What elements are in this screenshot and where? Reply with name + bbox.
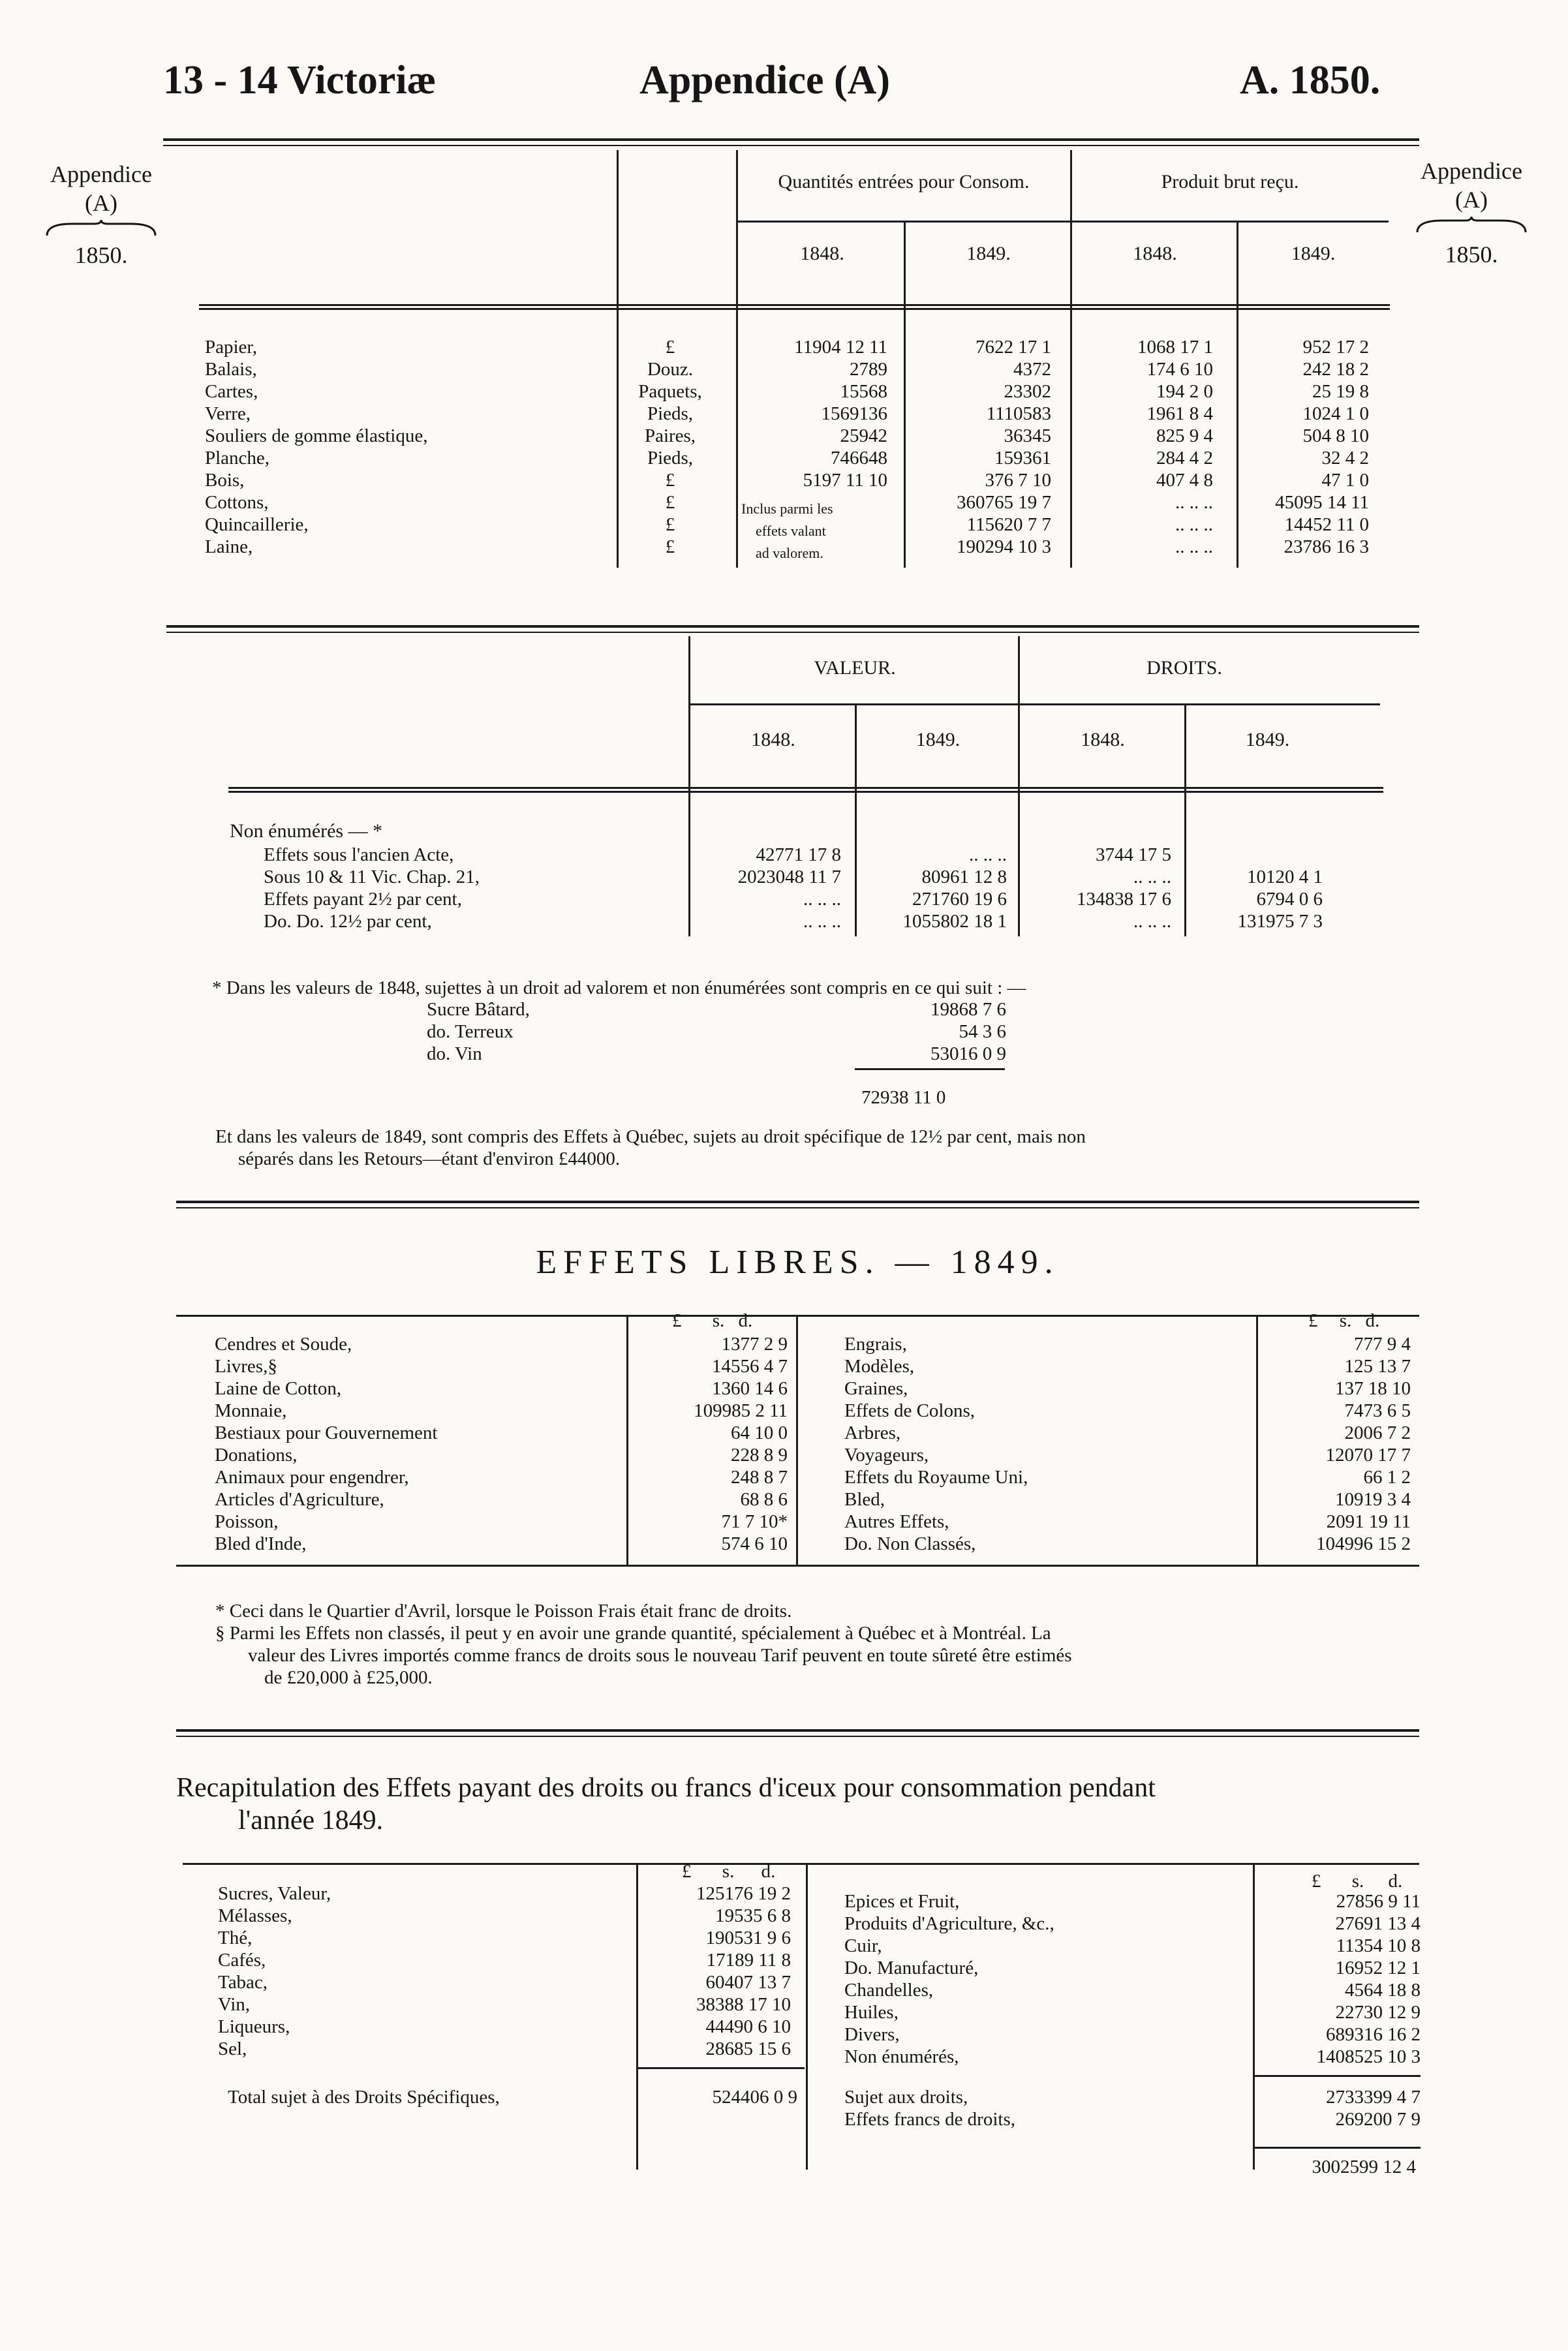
effets-vline xyxy=(796,1315,798,1565)
row-p1848: .. .. .. xyxy=(1175,514,1213,535)
table-row xyxy=(842,2046,1423,2068)
margin-right-label: Appendice xyxy=(1421,158,1522,184)
row-q1849: 115620 7 7 xyxy=(966,514,1051,535)
bracket-note xyxy=(741,498,833,564)
list-item-value: 2091 19 11 xyxy=(1326,1511,1411,1532)
table-row xyxy=(212,1533,790,1555)
list-item-value: 228 8 9 xyxy=(731,1445,788,1466)
table-row xyxy=(202,425,1382,447)
note1-after-1: Et dans les valeurs de 1849, sont compris des Effets à Québec, sujets au droit spécifique de 12½ par cent, mais non xyxy=(215,1126,1086,1147)
row-p1849: 952 17 2 xyxy=(1302,337,1369,358)
header-v1849: 1849. xyxy=(915,729,961,750)
table-row xyxy=(842,2108,1423,2130)
table-row xyxy=(212,1400,790,1422)
row-unit: Paires, xyxy=(644,425,696,446)
list-item-value: 7473 6 5 xyxy=(1344,1400,1411,1421)
list-item-label: Do. Manufacturé, xyxy=(844,1958,979,1978)
list-item-value: 248 8 7 xyxy=(731,1467,788,1488)
row-label: Effets sous l'ancien Acte, xyxy=(264,844,454,865)
row-p1848: 174 6 10 xyxy=(1146,359,1213,380)
list-item-value: 2006 7 2 xyxy=(1344,1422,1411,1443)
row-d1848: 134838 17 6 xyxy=(1077,889,1171,910)
note-item-label: do. Terreux xyxy=(427,1021,514,1042)
header-produit: Produit brut reçu. xyxy=(1161,171,1299,192)
row-q1849: 4372 xyxy=(1013,359,1051,380)
table-row xyxy=(212,1444,790,1466)
currency-pence: d. xyxy=(1388,1871,1403,1892)
row-p1848: 1068 17 1 xyxy=(1137,337,1213,358)
currency-pound: £ xyxy=(672,1310,682,1331)
list-item-value: 64 10 0 xyxy=(731,1422,788,1443)
row-label: Cartes, xyxy=(205,381,258,402)
row-q1848: 11904 12 11 xyxy=(794,337,887,358)
row-label: Do. Do. 12½ par cent, xyxy=(264,911,432,932)
row-p1848: 407 4 8 xyxy=(1156,470,1213,491)
row-p1849: 47 1 0 xyxy=(1321,470,1369,491)
note1-after-2: séparés dans les Retours—étant d'environ £44000. xyxy=(238,1148,621,1169)
list-item-value: 71 7 10* xyxy=(721,1511,788,1532)
row-d1849: 10120 4 1 xyxy=(1247,867,1323,887)
list-item-value: 28685 15 6 xyxy=(705,2038,791,2059)
list-item-value: 27856 9 11 xyxy=(1336,1891,1421,1912)
row-d1849: 6794 0 6 xyxy=(1256,889,1323,910)
note-item-value: 54 3 6 xyxy=(959,1021,1006,1042)
currency-shilling: s. xyxy=(1351,1871,1364,1892)
row-label: Bois, xyxy=(205,470,245,491)
list-item-label: Voyageurs, xyxy=(844,1445,929,1466)
effets-footnote-1: * Ceci dans le Quartier d'Avril, lorsque le Poisson Frais était franc de droits. xyxy=(215,1601,792,1621)
recap-title-1: Recapitulation des Effets payant des droits ou francs d'iceux pour consommation pendant xyxy=(176,1773,1156,1803)
row-p1848: .. .. .. xyxy=(1175,492,1213,513)
list-item-label: Effets de Colons, xyxy=(844,1400,976,1421)
list-item-value: 19535 6 8 xyxy=(715,1905,791,1926)
row-v1849: 80961 12 8 xyxy=(921,867,1007,887)
row-q1849: 360765 19 7 xyxy=(957,492,1051,513)
margin-left-label: Appendice xyxy=(50,161,152,187)
recap-right-sub-rule xyxy=(1254,2075,1421,2077)
table-row xyxy=(202,403,1382,425)
row-unit: £ xyxy=(665,470,675,491)
margin-left xyxy=(36,160,166,269)
list-item-value: 109985 2 11 xyxy=(694,1400,788,1421)
table-row xyxy=(215,1905,793,1927)
list-item-value: 17189 11 8 xyxy=(706,1950,791,1971)
row-q1849: 190294 10 3 xyxy=(957,536,1051,557)
row-label: Balais, xyxy=(205,359,257,380)
header-left: 13 - 14 Victoriæ xyxy=(163,58,437,102)
list-item-label: Divers, xyxy=(844,2024,900,2045)
row-d1848: .. .. .. xyxy=(1133,911,1171,932)
row-label: Planche, xyxy=(205,448,270,469)
row-unit: £ xyxy=(665,492,675,513)
table-row xyxy=(842,1979,1423,2001)
rule-recap xyxy=(176,1729,1419,1737)
margin-right-sub: (A) xyxy=(1455,187,1488,213)
effets-footnote-2c: de £20,000 à £25,000. xyxy=(264,1667,433,1688)
row-v1848: 2023048 11 7 xyxy=(737,867,841,887)
list-item-value: 44490 6 10 xyxy=(705,2016,791,2037)
list-item-label: Bestiaux pour Gouvernement xyxy=(215,1422,438,1443)
recap-grand-total-rule xyxy=(1254,2147,1421,2149)
header-right: A. 1850. xyxy=(1240,58,1381,102)
table-row xyxy=(202,336,1382,358)
list-item-label: Graines, xyxy=(844,1378,908,1399)
list-item-label: Modèles, xyxy=(844,1356,915,1377)
table-row xyxy=(842,1377,1413,1400)
table-row xyxy=(225,2086,800,2108)
table-row xyxy=(212,1466,790,1488)
table-row xyxy=(842,1333,1413,1355)
row-unit: Paquets, xyxy=(638,381,702,402)
row-d1848: .. .. .. xyxy=(1133,867,1171,887)
table-row xyxy=(424,998,1009,1021)
row-p1849: 242 18 2 xyxy=(1302,359,1369,380)
list-item-label: Thé, xyxy=(218,1928,253,1948)
recap-title-2: l'année 1849. xyxy=(238,1806,384,1836)
brace-icon xyxy=(46,220,157,237)
recap-left-currency xyxy=(682,1861,775,1882)
note-item-label: Sucre Bâtard, xyxy=(427,999,530,1020)
header-quantites: Quantités entrées pour Consom. xyxy=(778,171,1030,192)
row-d1848: 3744 17 5 xyxy=(1096,844,1171,865)
list-item-value: 4564 18 8 xyxy=(1345,1980,1421,2001)
table-row xyxy=(842,2001,1423,2023)
list-item-value: 104996 15 2 xyxy=(1316,1533,1411,1554)
table1-rule xyxy=(736,221,1389,223)
table-row xyxy=(215,2016,793,2038)
table-row xyxy=(202,358,1382,380)
row-v1849: 1055802 18 1 xyxy=(902,911,1007,932)
row-p1848: 194 2 0 xyxy=(1156,381,1213,402)
row-q1849: 23302 xyxy=(1004,381,1051,402)
table-row xyxy=(212,1511,790,1533)
table-row xyxy=(842,1533,1413,1555)
table-row xyxy=(842,1511,1413,1533)
margin-right xyxy=(1406,157,1537,269)
row-p1849: 45095 14 11 xyxy=(1275,492,1369,513)
list-item-label: Produits d'Agriculture, &c., xyxy=(844,1913,1054,1934)
table1-rule xyxy=(199,304,1390,306)
effets-left-table xyxy=(212,1333,790,1555)
recap-left-table xyxy=(215,1882,793,2060)
list-item-value: 11354 10 8 xyxy=(1336,1935,1421,1956)
row-q1849: 1110583 xyxy=(986,403,1051,424)
list-item-label: Effets du Royaume Uni, xyxy=(844,1467,1028,1488)
table-row xyxy=(842,1935,1423,1957)
list-item-value: 2733399 4 7 xyxy=(1326,2087,1421,2108)
effets-rule-bottom xyxy=(176,1565,1419,1567)
list-item-label: Donations, xyxy=(215,1445,298,1466)
row-v1849: .. .. .. xyxy=(969,844,1007,865)
row-label: Papier, xyxy=(205,337,258,358)
list-item-label: Livres,§ xyxy=(215,1356,277,1377)
row-q1848: 5197 11 10 xyxy=(803,470,887,491)
table-row xyxy=(202,447,1382,469)
row-unit: £ xyxy=(665,337,675,358)
table2-rule xyxy=(228,787,1383,789)
row-v1849: 271760 19 6 xyxy=(912,889,1007,910)
row-p1848: 1961 8 4 xyxy=(1146,403,1213,424)
header-p1849: 1849. xyxy=(1291,243,1336,264)
currency-shilling: s. xyxy=(722,1861,735,1882)
table-row xyxy=(215,1949,793,1971)
list-item-value: 66 1 2 xyxy=(1363,1467,1411,1488)
row-q1848: 2789 xyxy=(850,359,887,380)
row-d1849 xyxy=(1183,844,1342,866)
list-item-label: Chandelles, xyxy=(844,1980,934,2001)
list-item-label: Liqueurs, xyxy=(218,2016,290,2037)
row-q1848: 15568 xyxy=(840,381,887,402)
row-unit: Douz. xyxy=(647,359,694,380)
row-q1849: 376 7 10 xyxy=(985,470,1051,491)
effets-right-currency xyxy=(1308,1310,1379,1332)
list-item-value: 269200 7 9 xyxy=(1335,2109,1421,2130)
header-q1848: 1848. xyxy=(800,243,844,264)
row-label: Sous 10 & 11 Vic. Chap. 21, xyxy=(264,867,480,887)
rule-top xyxy=(163,138,1419,146)
table-row xyxy=(215,1971,793,1993)
row-p1848: 825 9 4 xyxy=(1156,425,1213,446)
row-q1849: 159361 xyxy=(994,448,1051,469)
table-row xyxy=(261,844,1342,866)
margin-left-year: 1850. xyxy=(74,242,128,268)
table-row xyxy=(842,1890,1423,1913)
table2-intro: Non énumérés — * xyxy=(230,820,383,842)
bracket-note-line: effets valant xyxy=(756,523,826,539)
table-row xyxy=(215,1993,793,2016)
row-p1849: 14452 11 0 xyxy=(1284,514,1369,535)
table-row xyxy=(842,1466,1413,1488)
list-item-label: Mélasses, xyxy=(218,1905,292,1926)
list-item-value: 38388 17 10 xyxy=(696,1994,791,2015)
row-p1849: 1024 1 0 xyxy=(1302,403,1369,424)
table2-rule xyxy=(228,791,1383,793)
effets-footnote-2b: valeur des Livres importés comme francs de droits sous le nouveau Tarif peuvent en toute sûreté être estimés xyxy=(248,1645,1072,1666)
row-label: Laine, xyxy=(205,536,253,557)
recap-right-currency xyxy=(1312,1871,1402,1892)
row-label: Effets payant 2½ par cent, xyxy=(264,889,462,910)
table-row xyxy=(212,1488,790,1511)
list-item-label: Arbres, xyxy=(844,1422,901,1443)
recap-left-total xyxy=(225,2086,800,2108)
list-item-value: 1377 2 9 xyxy=(721,1334,788,1355)
list-item-label: Do. Non Classés, xyxy=(844,1533,976,1554)
recap-grand-total: 3002599 12 4 xyxy=(1312,2157,1416,2177)
list-item-label: Poisson, xyxy=(215,1511,279,1532)
bracket-note-line: Inclus parmi les xyxy=(741,500,833,517)
table-row xyxy=(842,2086,1423,2108)
list-item-label: Sujet aux droits, xyxy=(844,2087,968,2108)
note-item-value: 19868 7 6 xyxy=(930,999,1006,1020)
recap-total-label: Total sujet à des Droits Spécifiques, xyxy=(228,2087,500,2108)
currency-pound: £ xyxy=(1312,1871,1321,1892)
table-row xyxy=(842,1400,1413,1422)
header-center: Appendice (A) xyxy=(639,58,891,102)
table-row xyxy=(842,2023,1423,2046)
table-row xyxy=(212,1355,790,1377)
currency-pound: £ xyxy=(1308,1310,1318,1331)
recap-right-table xyxy=(842,1890,1423,2068)
row-v1848: .. .. .. xyxy=(803,889,841,910)
list-item-value: 60407 13 7 xyxy=(705,1972,791,1993)
row-q1848: 746648 xyxy=(831,448,887,469)
effets-libres-title: EFFETS LIBRES. — 1849. xyxy=(536,1244,1060,1281)
list-item-label: Laine de Cotton, xyxy=(215,1378,342,1399)
table-row xyxy=(215,1927,793,1949)
recap-right-sub xyxy=(842,2086,1423,2130)
currency-shilling: s. xyxy=(1339,1310,1352,1331)
row-q1849: 7622 17 1 xyxy=(976,337,1051,358)
list-item-value: 68 8 6 xyxy=(740,1489,788,1510)
list-item-label: Effets francs de droits, xyxy=(844,2109,1015,2130)
table-row xyxy=(842,1957,1423,1979)
table-row xyxy=(842,1488,1413,1511)
currency-pence: d. xyxy=(738,1310,753,1331)
note-item-label: do. Vin xyxy=(427,1043,482,1064)
list-item-label: Autres Effets, xyxy=(844,1511,949,1532)
table-row xyxy=(842,1355,1413,1377)
row-p1849: 32 4 2 xyxy=(1321,448,1369,469)
header-v1848: 1848. xyxy=(751,729,795,750)
list-item-value: 16952 12 1 xyxy=(1335,1958,1421,1978)
row-label: Souliers de gomme élastique, xyxy=(205,425,428,446)
effets-left-currency xyxy=(672,1310,752,1332)
row-label: Quincaillerie, xyxy=(205,514,309,535)
bracket-note-line: ad valorem. xyxy=(756,545,823,561)
margin-left-sub: (A) xyxy=(85,190,117,216)
list-item-label: Huiles, xyxy=(844,2002,899,2023)
list-item-value: 689316 16 2 xyxy=(1326,2024,1421,2045)
row-p1849: 25 19 8 xyxy=(1312,381,1369,402)
row-d1849: 131975 7 3 xyxy=(1237,911,1323,932)
list-item-label: Articles d'Agriculture, xyxy=(215,1489,384,1510)
header-d1849: 1849. xyxy=(1245,729,1290,750)
recap-vline xyxy=(806,1863,808,2170)
margin-right-year: 1850. xyxy=(1445,241,1498,268)
row-v1848: .. .. .. xyxy=(803,911,841,932)
table-row xyxy=(212,1377,790,1400)
effets-footnote-2a: § Parmi les Effets non classés, il peut y en avoir une grande quantité, spécialement à Québec et à Montréal. La xyxy=(215,1623,1051,1644)
table-row xyxy=(261,888,1342,910)
currency-shilling: s. xyxy=(712,1310,725,1331)
recap-rule xyxy=(183,1863,1419,1865)
rule-table2 xyxy=(166,625,1419,633)
list-item-value: 574 6 10 xyxy=(721,1533,788,1554)
table-row xyxy=(842,1422,1413,1444)
note1-total-rule xyxy=(855,1068,1005,1070)
list-item-label: Cuir, xyxy=(844,1935,882,1956)
list-item-label: Non énumérés, xyxy=(844,2046,959,2067)
recap-left-total-rule xyxy=(638,2067,805,2069)
row-label: Cottons, xyxy=(205,492,269,513)
row-unit: £ xyxy=(665,536,675,557)
list-item-value: 777 9 4 xyxy=(1354,1334,1411,1355)
list-item-value: 1408525 10 3 xyxy=(1316,2046,1421,2067)
table-row xyxy=(202,469,1382,491)
header-valeur: VALEUR. xyxy=(814,657,896,679)
list-item-value: 22730 12 9 xyxy=(1335,2002,1421,2023)
list-item-value: 1360 14 6 xyxy=(712,1378,788,1399)
table-row xyxy=(842,1444,1413,1466)
list-item-label: Bled, xyxy=(844,1489,885,1510)
header-p1848: 1848. xyxy=(1133,243,1177,264)
rule-effets xyxy=(176,1201,1419,1208)
row-q1848: 1569136 xyxy=(821,403,887,424)
list-item-label: Animaux pour engendrer, xyxy=(215,1467,409,1488)
list-item-label: Cendres et Soude, xyxy=(215,1334,352,1355)
row-unit: Pieds, xyxy=(647,403,694,424)
list-item-label: Epices et Fruit, xyxy=(844,1891,960,1912)
row-unit: £ xyxy=(665,514,675,535)
list-item-label: Monnaie, xyxy=(215,1400,287,1421)
table-row xyxy=(215,2038,793,2060)
row-v1848: 42771 17 8 xyxy=(756,844,841,865)
note-item-value: 53016 0 9 xyxy=(930,1043,1006,1064)
header-droits: DROITS. xyxy=(1146,657,1222,679)
note1-intro: * Dans les valeurs de 1848, sujettes à un droit ad valorem et non énumérées sont compris en ce qui suit : — xyxy=(212,977,1026,998)
table-row xyxy=(212,1333,790,1355)
effets-right-table xyxy=(842,1333,1413,1555)
table2-rule xyxy=(688,703,1380,705)
list-item-value: 12070 17 7 xyxy=(1325,1445,1411,1466)
row-q1849: 36345 xyxy=(1004,425,1051,446)
table-row xyxy=(261,910,1342,932)
currency-pence: d. xyxy=(1365,1310,1380,1331)
table-row xyxy=(842,1913,1423,1935)
table-row xyxy=(424,1043,1009,1065)
brace-icon xyxy=(1416,217,1527,234)
list-item-label: Engrais, xyxy=(844,1334,907,1355)
header-q1849: 1849. xyxy=(966,243,1011,264)
currency-pence: d. xyxy=(761,1861,776,1882)
row-label: Verre, xyxy=(205,403,251,424)
table2-body xyxy=(261,844,1342,932)
currency-pound: £ xyxy=(682,1861,692,1882)
table-row xyxy=(215,1882,793,1905)
list-item-value: 27691 13 4 xyxy=(1335,1913,1421,1934)
list-item-value: 125176 19 2 xyxy=(696,1883,791,1904)
table-row xyxy=(261,866,1342,888)
table-row xyxy=(212,1422,790,1444)
list-item-value: 137 18 10 xyxy=(1335,1378,1411,1399)
list-item-value: 125 13 7 xyxy=(1344,1356,1411,1377)
row-unit: Pieds, xyxy=(647,448,694,469)
list-item-label: Cafés, xyxy=(218,1950,266,1971)
table-row xyxy=(202,380,1382,403)
table-row xyxy=(424,1021,1009,1043)
row-p1849: 504 8 10 xyxy=(1302,425,1369,446)
note1-total: 72938 11 0 xyxy=(861,1087,946,1108)
note1-items xyxy=(424,998,1009,1065)
list-item-value: 14556 4 7 xyxy=(712,1356,788,1377)
header-d1848: 1848. xyxy=(1081,729,1125,750)
list-item-value: 190531 9 6 xyxy=(705,1928,791,1948)
row-p1848: 284 4 2 xyxy=(1156,448,1213,469)
recap-total-value: 524406 0 9 xyxy=(712,2087,797,2108)
table1-rule xyxy=(199,308,1390,310)
row-q1848: 25942 xyxy=(840,425,887,446)
list-item-label: Vin, xyxy=(218,1994,251,2015)
list-item-label: Bled d'Inde, xyxy=(215,1533,307,1554)
list-item-value: 10919 3 4 xyxy=(1335,1489,1411,1510)
list-item-label: Tabac, xyxy=(218,1972,268,1993)
list-item-label: Sucres, Valeur, xyxy=(218,1883,331,1904)
list-item-label: Sel, xyxy=(218,2038,247,2059)
row-p1848: .. .. .. xyxy=(1175,536,1213,557)
row-p1849: 23786 16 3 xyxy=(1284,536,1369,557)
